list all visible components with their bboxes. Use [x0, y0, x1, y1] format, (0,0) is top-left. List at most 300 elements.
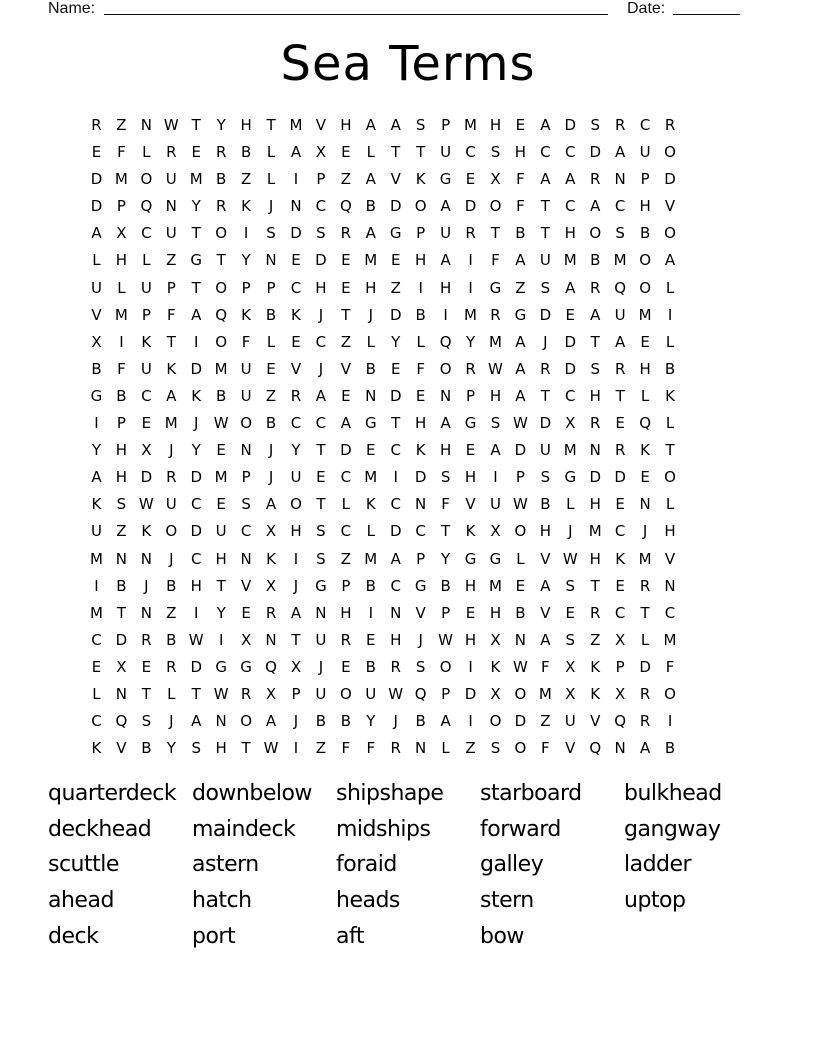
grid-letter[interactable]: B — [166, 630, 177, 649]
grid-letter[interactable]: L — [142, 143, 151, 162]
grid-letter[interactable]: G — [514, 305, 527, 324]
grid-letter[interactable]: E — [291, 251, 301, 270]
grid-letter[interactable]: Y — [216, 116, 226, 134]
grid-letter[interactable]: L — [366, 522, 375, 541]
grid-letter[interactable]: T — [540, 386, 550, 405]
grid-letter[interactable]: K — [490, 657, 501, 676]
grid-letter[interactable]: Z — [515, 278, 526, 297]
grid-letter[interactable]: M — [189, 170, 203, 189]
grid-letter[interactable]: D — [464, 197, 477, 216]
grid-letter[interactable]: I — [194, 603, 199, 622]
grid-letter[interactable]: S — [440, 468, 451, 487]
grid-letter[interactable]: M — [364, 251, 378, 270]
grid-letter[interactable]: B — [590, 251, 601, 270]
grid-letter[interactable]: A — [590, 197, 601, 216]
grid-letter[interactable]: X — [490, 170, 501, 189]
grid-letter[interactable]: A — [191, 712, 202, 731]
grid-letter[interactable]: T — [141, 684, 151, 703]
grid-letter[interactable]: N — [165, 197, 177, 216]
grid-letter[interactable]: V — [664, 197, 676, 216]
grid-letter[interactable]: K — [191, 386, 202, 405]
grid-letter[interactable]: G — [439, 170, 452, 189]
grid-letter[interactable]: S — [590, 116, 600, 134]
grid-letter[interactable]: D — [190, 657, 202, 676]
grid-letter[interactable]: J — [268, 441, 274, 460]
grid-letter[interactable]: C — [315, 332, 327, 351]
grid-letter[interactable]: S — [590, 359, 600, 378]
grid-letter[interactable]: J — [568, 522, 573, 541]
grid-letter[interactable]: C — [565, 386, 576, 405]
grid-letter[interactable]: J — [268, 197, 274, 216]
grid-letter[interactable]: O — [489, 197, 502, 216]
grid-letter[interactable]: F — [341, 739, 351, 758]
grid-letter[interactable]: E — [415, 386, 426, 405]
grid-letter[interactable]: F — [491, 251, 500, 270]
grid-letter[interactable]: A — [265, 712, 277, 731]
grid-letter[interactable]: E — [390, 251, 401, 270]
grid-letter[interactable]: A — [440, 712, 451, 731]
grid-letter[interactable]: B — [365, 576, 376, 595]
grid-letter[interactable]: N — [215, 712, 227, 731]
grid-letter[interactable]: L — [665, 495, 675, 514]
grid-letter[interactable]: N — [614, 739, 626, 758]
grid-letter[interactable]: B — [141, 739, 152, 758]
grid-letter[interactable]: E — [515, 576, 526, 595]
date-blank-line[interactable] — [673, 14, 740, 15]
grid-letter[interactable]: D — [340, 441, 352, 460]
grid-letter[interactable]: P — [266, 278, 276, 297]
grid-letter[interactable]: A — [440, 197, 451, 216]
grid-letter[interactable]: D — [539, 305, 552, 324]
grid-letter[interactable]: B — [515, 603, 526, 622]
grid-letter[interactable]: K — [241, 305, 252, 324]
grid-letter[interactable]: R — [240, 684, 252, 703]
grid-letter[interactable]: W — [512, 414, 528, 433]
grid-letter[interactable]: N — [589, 441, 601, 460]
grid-letter[interactable]: U — [215, 522, 227, 541]
grid-letter[interactable]: A — [191, 305, 202, 324]
grid-letter[interactable]: T — [441, 522, 451, 541]
grid-letter[interactable]: N — [115, 549, 128, 568]
grid-letter[interactable]: D — [140, 468, 153, 487]
grid-letter[interactable]: I — [667, 712, 673, 731]
grid-letter[interactable]: C — [390, 576, 401, 595]
grid-letter[interactable]: V — [415, 603, 426, 622]
grid-letter[interactable]: S — [540, 278, 551, 297]
grid-letter[interactable]: Z — [166, 251, 177, 270]
grid-letter[interactable]: E — [366, 441, 376, 460]
grid-letter[interactable]: B — [91, 359, 102, 378]
grid-letter[interactable]: A — [315, 386, 327, 405]
grid-letter[interactable]: C — [190, 495, 202, 514]
grid-letter[interactable]: J — [642, 522, 648, 541]
grid-letter[interactable]: V — [465, 495, 476, 514]
grid-letter[interactable]: E — [141, 414, 152, 433]
grid-letter[interactable]: Z — [315, 739, 327, 758]
grid-letter[interactable]: N — [664, 576, 676, 595]
grid-letter[interactable]: M — [488, 576, 502, 595]
grid-letter[interactable]: C — [91, 712, 102, 731]
grid-letter[interactable]: I — [94, 576, 99, 595]
grid-letter[interactable]: Y — [441, 549, 451, 568]
grid-letter[interactable]: J — [293, 576, 299, 595]
grid-letter[interactable]: V — [540, 549, 551, 568]
grid-letter[interactable]: T — [241, 739, 251, 758]
grid-letter[interactable]: H — [390, 630, 402, 649]
grid-letter[interactable]: D — [315, 251, 327, 270]
grid-letter[interactable]: R — [639, 684, 651, 703]
grid-letter[interactable]: P — [241, 468, 251, 487]
grid-letter[interactable]: Z — [340, 549, 351, 568]
grid-letter[interactable]: L — [640, 630, 650, 649]
grid-letter[interactable]: O — [439, 359, 452, 378]
grid-letter[interactable]: H — [240, 116, 252, 134]
grid-letter[interactable]: D — [389, 522, 402, 541]
grid-letter[interactable]: B — [415, 305, 426, 324]
grid-letter[interactable]: N — [415, 495, 427, 514]
grid-letter[interactable]: L — [366, 332, 375, 351]
grid-letter[interactable]: A — [340, 414, 351, 433]
grid-letter[interactable]: M — [563, 251, 577, 270]
grid-letter[interactable]: M — [89, 549, 103, 568]
grid-letter[interactable]: P — [615, 657, 625, 676]
grid-letter[interactable]: R — [340, 224, 352, 243]
grid-letter[interactable]: I — [218, 630, 224, 649]
grid-letter[interactable]: A — [565, 278, 576, 297]
grid-letter[interactable]: O — [514, 522, 527, 541]
grid-letter[interactable]: M — [563, 441, 577, 460]
grid-letter[interactable]: Z — [166, 603, 177, 622]
grid-letter[interactable]: K — [415, 441, 426, 460]
grid-letter[interactable]: K — [91, 495, 102, 514]
grid-letter[interactable]: X — [565, 414, 576, 433]
grid-letter[interactable]: L — [266, 143, 276, 162]
grid-letter[interactable]: E — [216, 441, 226, 460]
grid-letter[interactable]: H — [489, 603, 502, 622]
grid-letter[interactable]: G — [389, 224, 402, 243]
grid-letter[interactable]: H — [315, 278, 327, 297]
grid-letter[interactable]: G — [240, 657, 252, 676]
grid-letter[interactable]: N — [240, 549, 252, 568]
grid-letter[interactable]: K — [615, 549, 626, 568]
grid-letter[interactable]: E — [565, 603, 576, 622]
grid-letter[interactable]: O — [639, 251, 651, 270]
grid-letter[interactable]: G — [190, 251, 203, 270]
grid-letter[interactable]: E — [241, 603, 251, 622]
grid-letter[interactable]: L — [441, 739, 450, 758]
grid-letter[interactable]: S — [191, 739, 201, 758]
grid-letter[interactable]: F — [241, 332, 251, 351]
grid-letter[interactable]: S — [241, 495, 251, 514]
grid-letter[interactable]: Y — [391, 332, 401, 351]
grid-letter[interactable]: B — [116, 386, 127, 405]
grid-letter[interactable]: D — [589, 143, 601, 162]
grid-letter[interactable]: N — [415, 739, 427, 758]
grid-letter[interactable]: H — [215, 549, 227, 568]
grid-letter[interactable]: C — [664, 603, 676, 622]
grid-letter[interactable]: S — [316, 224, 326, 243]
grid-letter[interactable]: E — [191, 143, 201, 162]
grid-letter[interactable]: F — [516, 197, 525, 216]
grid-letter[interactable]: S — [490, 414, 501, 433]
grid-letter[interactable]: C — [190, 549, 202, 568]
grid-letter[interactable]: W — [163, 116, 179, 134]
grid-letter[interactable]: Y — [191, 197, 201, 216]
grid-letter[interactable]: G — [489, 278, 502, 297]
grid-letter[interactable]: H — [589, 386, 601, 405]
grid-letter[interactable]: K — [465, 522, 476, 541]
grid-letter[interactable]: O — [639, 278, 651, 297]
grid-letter[interactable]: U — [365, 684, 377, 703]
grid-letter[interactable]: L — [341, 495, 351, 514]
grid-letter[interactable]: W — [388, 684, 404, 703]
grid-letter[interactable]: L — [117, 278, 126, 297]
grid-letter[interactable]: Q — [140, 197, 153, 216]
grid-letter[interactable]: U — [290, 468, 302, 487]
grid-letter[interactable]: J — [169, 712, 174, 731]
grid-letter[interactable]: E — [141, 657, 152, 676]
grid-letter[interactable]: R — [465, 224, 476, 243]
grid-letter[interactable]: I — [293, 170, 299, 189]
grid-letter[interactable]: F — [541, 739, 550, 758]
grid-letter[interactable]: J — [194, 414, 199, 433]
grid-letter[interactable]: H — [365, 278, 377, 297]
grid-letter[interactable]: N — [115, 684, 128, 703]
grid-letter[interactable]: A — [91, 468, 102, 487]
grid-letter[interactable]: V — [565, 739, 576, 758]
grid-letter[interactable]: I — [243, 224, 249, 243]
grid-letter[interactable]: V — [664, 549, 676, 568]
grid-letter[interactable]: X — [565, 684, 576, 703]
grid-letter[interactable]: O — [514, 684, 527, 703]
grid-letter[interactable]: W — [512, 657, 528, 676]
grid-letter[interactable]: E — [291, 332, 301, 351]
grid-letter[interactable]: N — [390, 603, 402, 622]
grid-letter[interactable]: M — [164, 414, 178, 433]
grid-letter[interactable]: W — [213, 684, 229, 703]
grid-letter[interactable]: O — [215, 278, 228, 297]
grid-letter[interactable]: I — [468, 278, 473, 297]
grid-letter[interactable]: X — [116, 224, 127, 243]
grid-letter[interactable]: H — [464, 576, 477, 595]
grid-letter[interactable]: L — [142, 251, 151, 270]
grid-letter[interactable]: H — [564, 224, 576, 243]
grid-letter[interactable]: N — [240, 441, 252, 460]
grid-letter[interactable]: D — [589, 468, 601, 487]
grid-letter[interactable]: P — [441, 603, 451, 622]
name-blank-line[interactable] — [104, 14, 608, 15]
grid-letter[interactable]: N — [514, 630, 527, 649]
grid-letter[interactable]: S — [316, 522, 326, 541]
grid-letter[interactable]: U — [539, 441, 551, 460]
grid-letter[interactable]: S — [565, 576, 576, 595]
grid-letter[interactable]: A — [615, 332, 626, 351]
grid-letter[interactable]: S — [615, 224, 625, 243]
grid-letter[interactable]: I — [418, 278, 423, 297]
grid-letter[interactable]: J — [318, 305, 324, 324]
grid-letter[interactable]: Q — [339, 197, 352, 216]
grid-letter[interactable]: B — [540, 495, 551, 514]
grid-letter[interactable]: B — [365, 359, 376, 378]
grid-letter[interactable]: F — [117, 143, 126, 162]
grid-letter[interactable]: I — [443, 305, 448, 324]
grid-letter[interactable]: R — [590, 170, 601, 189]
grid-letter[interactable]: G — [215, 657, 227, 676]
grid-letter[interactable]: R — [340, 630, 352, 649]
grid-letter[interactable]: L — [167, 684, 176, 703]
grid-letter[interactable]: O — [514, 739, 527, 758]
grid-letter[interactable]: C — [290, 278, 302, 297]
grid-letter[interactable]: O — [439, 657, 452, 676]
grid-letter[interactable]: D — [464, 684, 477, 703]
grid-letter[interactable]: A — [515, 359, 526, 378]
grid-letter[interactable]: D — [190, 468, 202, 487]
grid-letter[interactable]: S — [116, 495, 127, 514]
grid-letter[interactable]: R — [166, 657, 177, 676]
grid-letter[interactable]: E — [390, 359, 401, 378]
grid-letter[interactable]: Z — [590, 630, 601, 649]
grid-letter[interactable]: N — [265, 251, 277, 270]
grid-letter[interactable]: J — [169, 441, 174, 460]
grid-letter[interactable]: P — [116, 414, 126, 433]
grid-letter[interactable]: L — [516, 549, 525, 568]
grid-letter[interactable]: E — [91, 143, 102, 162]
grid-letter[interactable]: C — [540, 143, 551, 162]
grid-letter[interactable]: A — [390, 116, 401, 134]
grid-letter[interactable]: U — [489, 495, 501, 514]
grid-letter[interactable]: M — [364, 549, 378, 568]
grid-letter[interactable]: I — [468, 712, 473, 731]
grid-letter[interactable]: T — [116, 603, 126, 622]
grid-letter[interactable]: H — [589, 549, 601, 568]
grid-letter[interactable]: D — [514, 712, 527, 731]
grid-letter[interactable]: J — [169, 549, 174, 568]
grid-letter[interactable]: S — [415, 657, 426, 676]
grid-letter[interactable]: K — [590, 684, 601, 703]
grid-letter[interactable]: Z — [116, 522, 127, 541]
grid-letter[interactable]: J — [418, 630, 423, 649]
grid-letter[interactable]: O — [165, 522, 178, 541]
grid-letter[interactable]: A — [365, 224, 376, 243]
grid-letter[interactable]: C — [91, 630, 102, 649]
grid-letter[interactable]: T — [191, 684, 201, 703]
grid-letter[interactable]: M — [114, 170, 128, 189]
grid-letter[interactable]: O — [240, 414, 252, 433]
grid-letter[interactable]: U — [90, 522, 102, 541]
grid-letter[interactable]: S — [540, 468, 551, 487]
grid-letter[interactable]: A — [515, 332, 526, 351]
grid-letter[interactable]: O — [339, 684, 352, 703]
grid-letter[interactable]: B — [340, 712, 351, 731]
grid-letter[interactable]: F — [665, 657, 675, 676]
grid-letter[interactable]: J — [543, 332, 548, 351]
grid-letter[interactable]: J — [318, 657, 324, 676]
grid-letter[interactable]: E — [91, 657, 102, 676]
grid-letter[interactable]: E — [341, 143, 351, 162]
grid-letter[interactable]: O — [215, 224, 228, 243]
grid-letter[interactable]: E — [615, 495, 625, 514]
grid-letter[interactable]: P — [515, 468, 525, 487]
grid-letter[interactable]: M — [114, 305, 128, 324]
grid-letter[interactable]: H — [215, 739, 227, 758]
grid-letter[interactable]: E — [341, 278, 351, 297]
grid-letter[interactable]: N — [439, 386, 452, 405]
grid-letter[interactable]: Q — [639, 414, 651, 433]
grid-letter[interactable]: H — [115, 468, 128, 487]
grid-letter[interactable]: H — [514, 143, 527, 162]
grid-letter[interactable]: E — [316, 468, 326, 487]
grid-letter[interactable]: K — [241, 197, 252, 216]
grid-letter[interactable]: D — [389, 386, 402, 405]
grid-letter[interactable]: V — [290, 359, 302, 378]
grid-letter[interactable]: M — [613, 251, 627, 270]
grid-letter[interactable]: H — [639, 359, 651, 378]
grid-letter[interactable]: U — [240, 359, 252, 378]
grid-letter[interactable]: T — [216, 576, 226, 595]
grid-letter[interactable]: Z — [465, 739, 476, 758]
grid-letter[interactable]: X — [290, 657, 302, 676]
grid-letter[interactable]: P — [316, 170, 326, 189]
grid-letter[interactable]: R — [141, 630, 152, 649]
grid-letter[interactable]: N — [140, 603, 152, 622]
grid-letter[interactable]: L — [665, 414, 675, 433]
grid-letter[interactable]: D — [564, 359, 577, 378]
grid-letter[interactable]: Z — [116, 116, 127, 134]
grid-letter[interactable]: R — [215, 197, 227, 216]
grid-letter[interactable]: F — [166, 305, 176, 324]
grid-letter[interactable]: Q — [614, 278, 627, 297]
grid-letter[interactable]: T — [191, 224, 201, 243]
grid-letter[interactable]: S — [266, 224, 276, 243]
grid-letter[interactable]: R — [265, 603, 277, 622]
grid-letter[interactable]: G — [414, 576, 427, 595]
grid-letter[interactable]: C — [614, 197, 626, 216]
grid-letter[interactable]: G — [90, 386, 103, 405]
grid-letter[interactable]: T — [291, 630, 301, 649]
grid-letter[interactable]: D — [414, 468, 427, 487]
grid-letter[interactable]: J — [144, 576, 149, 595]
grid-letter[interactable]: T — [590, 332, 600, 351]
grid-letter[interactable]: O — [215, 332, 228, 351]
grid-letter[interactable]: O — [589, 224, 602, 243]
grid-letter[interactable]: S — [415, 116, 426, 134]
grid-letter[interactable]: X — [490, 630, 501, 649]
grid-letter[interactable]: I — [667, 305, 673, 324]
grid-letter[interactable]: I — [368, 603, 373, 622]
grid-letter[interactable]: U — [564, 712, 576, 731]
grid-letter[interactable]: U — [165, 170, 177, 189]
grid-letter[interactable]: A — [365, 116, 376, 134]
grid-letter[interactable]: A — [290, 603, 302, 622]
grid-letter[interactable]: M — [464, 116, 477, 134]
grid-letter[interactable]: H — [489, 116, 502, 134]
grid-letter[interactable]: H — [464, 630, 477, 649]
grid-letter[interactable]: T — [540, 197, 550, 216]
grid-letter[interactable]: J — [268, 468, 274, 487]
grid-letter[interactable]: H — [639, 197, 651, 216]
grid-letter[interactable]: M — [214, 468, 228, 487]
grid-letter[interactable]: C — [141, 386, 152, 405]
grid-letter[interactable]: D — [564, 116, 577, 134]
grid-letter[interactable]: R — [91, 116, 102, 134]
grid-letter[interactable]: B — [116, 576, 127, 595]
grid-letter[interactable]: R — [390, 739, 401, 758]
grid-letter[interactable]: H — [439, 441, 452, 460]
grid-letter[interactable]: P — [640, 170, 650, 189]
grid-letter[interactable]: M — [638, 305, 652, 324]
grid-letter[interactable]: V — [116, 739, 127, 758]
grid-letter[interactable]: N — [614, 170, 626, 189]
